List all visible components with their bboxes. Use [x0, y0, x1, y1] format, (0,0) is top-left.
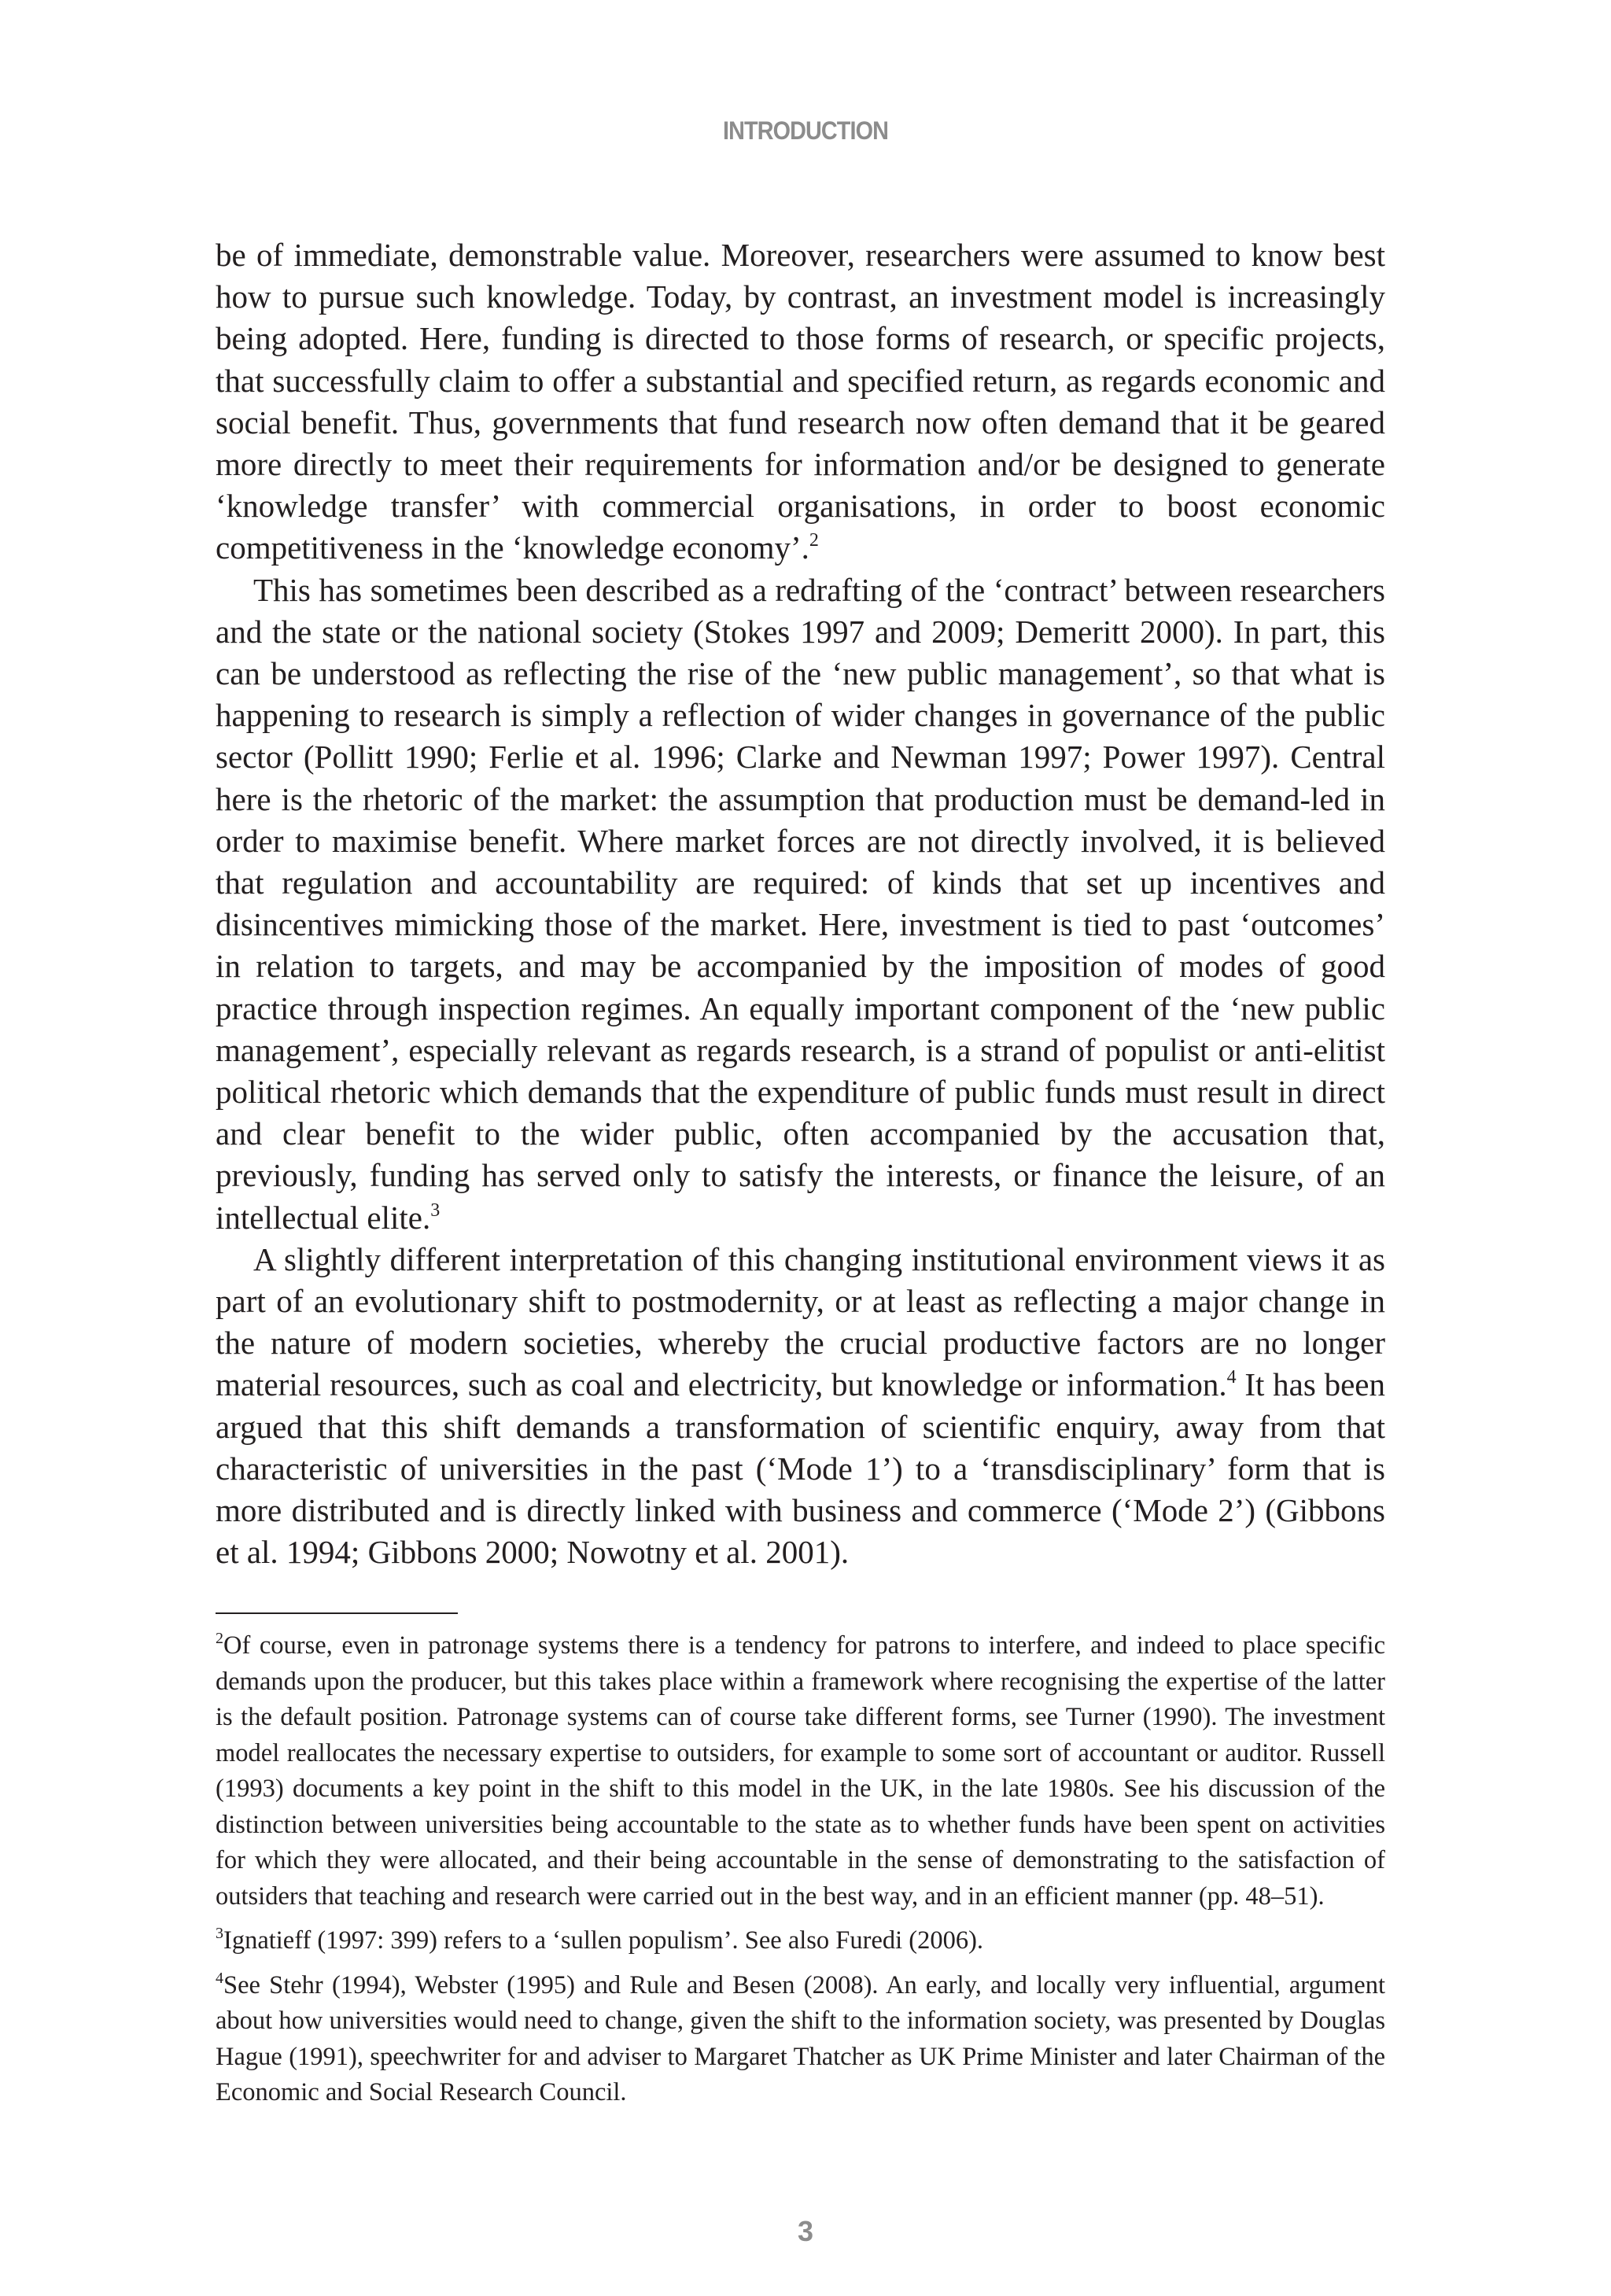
paragraph-3-text-start: A slightly different interpretation of this changing institutional environment views it as part of an evolutionary shift to postmodernity, or at least as reflecting a major change in the nature of modern societies, whereby the crucial productive factors are no longer material resources, such as coal and electricity, but knowledge or information.: [216, 1240, 1385, 1403]
paragraph-3: [216, 1239, 1385, 1574]
paragraph-2-text: This has sometimes been described as a redrafting of the ‘contract’ between researchers and the state or the national society (Stokes 1997 and 2009; Demeritt 2000). In part, this can be understood as reflecting the rise of the ‘new public management’, so that what is happening to research is simply a reflection of wider changes in governance of the public sector (Pollitt 1990; Ferlie et al. 1996; Clarke and Newman 1997; Power 1997). Central here is the rhetoric of the market: the assumption that production must be demand-led in order to maximise benefit. Where market forces are not directly involved, it is believed that regulation and accountability are required: of kinds that set up incentives and disincentives mimicking those of the market. Here, investment is tied to past ‘outcomes’ in relation to targets, and may be accompanied by the imposition of modes of good practice through inspection regimes. An equally important component of the ‘new public management’, especially relevant as regards research, is a strand of populist or anti-elitist political rhetoric which demands that the expenditure of public funds must result in direct and clear benefit to the wider public, often accompanied by the accusation that, previously, funding has served only to satisfy the interests, or finance the leisure, of an intellectual elite.: [216, 571, 1385, 1236]
footnote-ref-3: 3: [430, 1200, 441, 1221]
main-text: [216, 234, 1385, 1574]
footnote-number: 4: [216, 1969, 223, 1987]
paragraph-1-text: be of immediate, demonstrable value. Moreover, researchers were assumed to know best how to pursue such knowledge. Today, by contrast, an investment model is increasingly being adopted. Here, funding is directed to those forms of research, or specific projects, that successfully claim to offer a substantial and specified return, as regards economic and social benefit. Thus, governments that fund research now often demand that it be geared more directly to meet their requirements for information and/or be designed to generate ‘knowledge transfer’ with commercial organisations, in order to boost economic competitiveness in the ‘knowledge economy’.: [216, 237, 1385, 566]
footnote-3: [216, 1923, 1385, 1959]
paragraph-1: [216, 234, 1385, 569]
footnote-ref-4: 4: [1226, 1367, 1237, 1388]
footnote-4: [216, 1968, 1385, 2111]
footnote-2: [216, 1628, 1385, 1915]
footnote-number: 3: [216, 1925, 223, 1942]
footnote-text: Ignatieff (1997: 399) refers to a ‘sullen populism’. See also Furedi (2006).: [223, 1926, 984, 1955]
footnote-divider: [216, 1612, 458, 1614]
footnotes: [216, 1628, 1385, 2120]
footnote-text: See Stehr (1994), Webster (1995) and Rule and Besen (2008). An early, and locally very influential, argument about how universities would need to change, given the shift to the information society, was presented by Douglas Hague (1991), speechwriter for and adviser to Margaret Thatcher as UK Prime Minister and later Chairman of the Economic and Social Research Council.: [216, 1970, 1385, 2106]
footnote-text: Of course, even in patronage systems there is a tendency for patrons to interfere, and indeed to place specific demands upon the producer, but this takes place within a framework where recognising the expertise of the latter is the default position. Patronage systems can of course take different forms, see Turner (1990). The investment model reallocates the necessary expertise to outsiders, for example to some sort of accountant or auditor. Russell (1993) documents a key point in the shift to this model in the UK, in the late 1980s. See his discussion of the distinction between universities being accountable to the state as to whether funds have been spent on activities for which they were allocated, and their being accountable in the sense of demonstrating to the satisfaction of outsiders that teaching and research were carried out in the best way, and in an efficient manner (pp. 48–51).: [216, 1631, 1385, 1911]
paragraph-3-text-end: It has been argued that this shift demands a transformation of scientific enquiry, away from that characteristic of universities in the past (‘Mode 1’) to a ‘transdisciplinary’ form that is more distributed and is directly linked with business and commerce (‘Mode 2’) (Gibbons et al. 1994; Gibbons 2000; Nowotny et al. 2001).: [216, 1366, 1385, 1571]
footnote-number: 2: [216, 1630, 223, 1647]
page-number: 3: [797, 2215, 814, 2247]
footnote-ref-2: 2: [809, 530, 819, 551]
paragraph-2: [216, 569, 1385, 1239]
running-head: INTRODUCTION: [723, 116, 888, 145]
